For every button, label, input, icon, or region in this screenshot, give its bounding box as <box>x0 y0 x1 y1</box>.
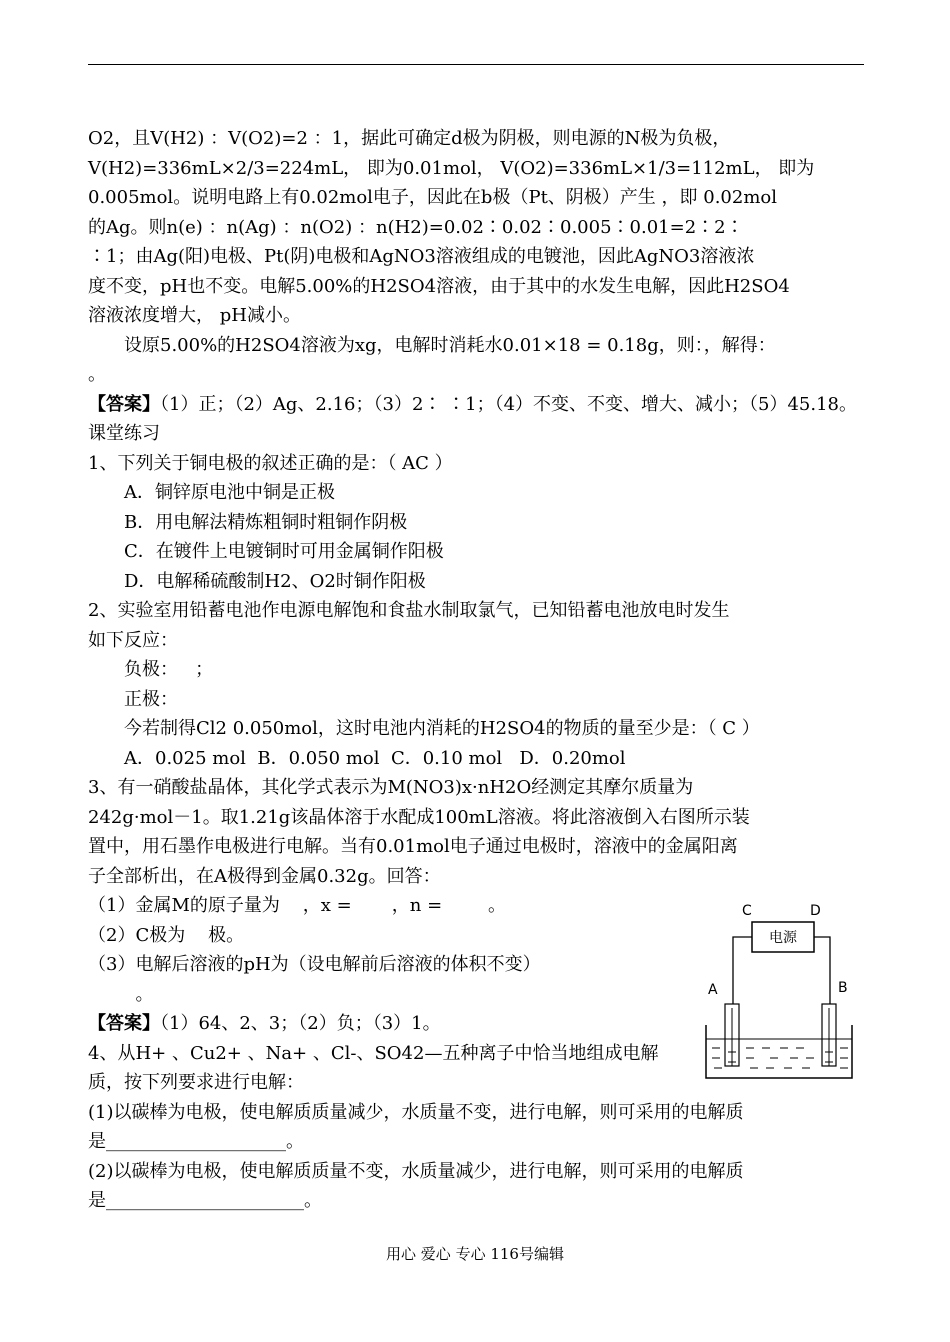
line-text: 溶液浓度增大， pH减小。 <box>88 305 301 326</box>
text-line <box>88 626 868 656</box>
text-line <box>88 832 868 862</box>
header-rule <box>88 64 864 65</box>
text-line <box>88 124 868 154</box>
text-line <box>88 360 868 390</box>
line-text: 。 <box>124 983 154 1005</box>
line-text: 度不变，pH也不变。电解5.00%的H2SO4溶液，由于其中的水发生电解，因此H2SO4 <box>88 275 790 297</box>
line-text: A．铜锌原电池中铜是正极 <box>124 482 335 503</box>
text-line <box>88 242 868 272</box>
line-text: V(H2)=336mL×2/3=224mL， 即为0.01mol， V(O2)=336mL×1/3=112mL， 即为 <box>88 157 815 179</box>
line-text: （1）64、2、3；（2）负；（3）1。 <box>160 1013 441 1034</box>
line-text: （3）电解后溶液的pH为（设电解前后溶液的体积不变） <box>88 954 541 975</box>
text-line <box>88 508 868 538</box>
line-text: O2，且V(H2) ：V(O2)=2 ：1，据此可确定d极为阴极，则电源的N极为负极， <box>88 128 731 149</box>
line-text: 课堂练习 <box>88 423 160 444</box>
text-line <box>88 183 868 213</box>
line-text: 今若制得Cl2 0.050mol，这时电池内消耗的H2SO4的物质的量至少是：（ C ） <box>124 718 760 739</box>
line-text: 设原5.00%的H2SO4溶液为xg，电解时消耗水0.01×18 = 0.18g，则：，解得： <box>124 334 776 356</box>
apparatus-diagram <box>700 900 870 1080</box>
line-text: 的Ag。则n(e) ：n(Ag) ：n(O2) ：n(H2)=0.02∶0.02∶0.005∶0.01=2∶2∶ <box>88 216 744 238</box>
line-text: 如下反应： <box>88 629 178 651</box>
wire-right <box>814 937 830 1005</box>
text-line <box>88 301 868 331</box>
line-text: 。 <box>88 364 106 385</box>
terminal-d-label: D <box>810 903 821 919</box>
terminal-c-label: C <box>742 903 752 919</box>
line-text: （1）金属M的原子量为 ，x = ，n = 。 <box>88 895 506 916</box>
line-text: 0.005mol。说明电路上有0.02mol电子，因此在b极（Pt、阴极）产生 ，即 0.02mol <box>88 187 777 208</box>
text-line <box>88 1098 868 1128</box>
text-line <box>88 744 868 774</box>
text-line <box>88 478 868 508</box>
text-line <box>88 1186 868 1216</box>
text-line <box>88 390 868 420</box>
line-text: （2）C极为 极。 <box>88 924 245 946</box>
line-text: 4、从H+ 、Cu2+ 、Na+ 、Cl-、SO42—五种离子中恰当地组成电解 <box>88 1042 659 1064</box>
line-text: 3、有一硝酸盐晶体，其化学式表示为M(NO3)x·nH2O经测定其摩尔质量为 <box>88 777 694 798</box>
line-text: 是______________________。 <box>88 1190 322 1211</box>
line-text: （1）正；（2）Ag、2.16；（3）2∶ ∶1；（4）不变、不变、增大、减小；（5）45.18。 <box>160 393 858 415</box>
text-line <box>88 272 868 302</box>
text-line <box>88 1157 868 1187</box>
text-line <box>88 567 868 597</box>
text-line <box>88 803 868 833</box>
line-text: 质，按下列要求进行电解： <box>88 1072 304 1093</box>
text-line <box>88 213 868 243</box>
power-source-label: 电源 <box>769 930 797 946</box>
text-line <box>88 596 868 626</box>
line-text: 置中，用石墨作电极进行电解。当有0.01mol电子通过电极时，溶液中的金属阳离 <box>88 836 738 857</box>
text-line <box>88 154 868 184</box>
page-footer: 用心 爱心 专心 116号编辑 <box>386 1245 564 1263</box>
text-line <box>88 655 868 685</box>
electrolysis-apparatus-figure <box>700 900 870 1080</box>
electrode-a-label: A <box>708 982 718 998</box>
line-text: (1)以碳棒为电极，使电解质质量减少，水质量不变，进行电解，则可采用的电解质 <box>88 1101 744 1123</box>
line-text: 子全部析出，在A极得到金属0.32g。回答： <box>88 865 441 887</box>
line-text: D．电解稀硫酸制H2、O2时铜作阳极 <box>124 570 426 592</box>
line-text: C．在镀件上电镀铜时可用金属铜作阳极 <box>124 541 444 562</box>
text-line <box>88 1127 868 1157</box>
text-line <box>88 685 868 715</box>
text-line <box>88 862 868 892</box>
line-text: ∶1；由Ag(阳)电极、Pt(阴)电极和AgNO3溶液组成的电镀池，因此AgNO3溶液浓 <box>88 246 755 267</box>
answer-tag: 【答案】 <box>88 393 160 415</box>
line-text: 是____________________。 <box>88 1131 304 1152</box>
text-line <box>88 537 868 567</box>
text-line <box>88 331 868 361</box>
line-text: 1、下列关于铜电极的叙述正确的是：（ AC ） <box>88 452 453 474</box>
line-text: 2、实验室用铅蓄电池作电源电解饱和食盐水制取氯气，已知铅蓄电池放电时发生 <box>88 600 730 621</box>
answer-tag: 【答案】 <box>88 1013 160 1034</box>
text-line <box>88 773 868 803</box>
line-text: (2)以碳棒为电极，使电解质质量不变，水质量减少，进行电解，则可采用的电解质 <box>88 1160 744 1182</box>
line-text: B．用电解法精炼粗铜时粗铜作阴极 <box>124 511 408 533</box>
wire-left <box>733 937 752 1005</box>
text-line <box>88 714 868 744</box>
line-text: 负极： ； <box>124 659 214 680</box>
electrode-b-label: B <box>838 980 848 996</box>
line-text: 242g·mol－1。取1.21g该晶体溶于水配成100mL溶液。将此溶液倒入右图所示装 <box>88 806 750 828</box>
text-line <box>88 419 868 449</box>
text-line <box>88 449 868 479</box>
line-text: A．0.025 mol B．0.050 mol C．0.10 mol D．0.20mol <box>124 747 626 769</box>
line-text: 正极： <box>124 688 178 710</box>
